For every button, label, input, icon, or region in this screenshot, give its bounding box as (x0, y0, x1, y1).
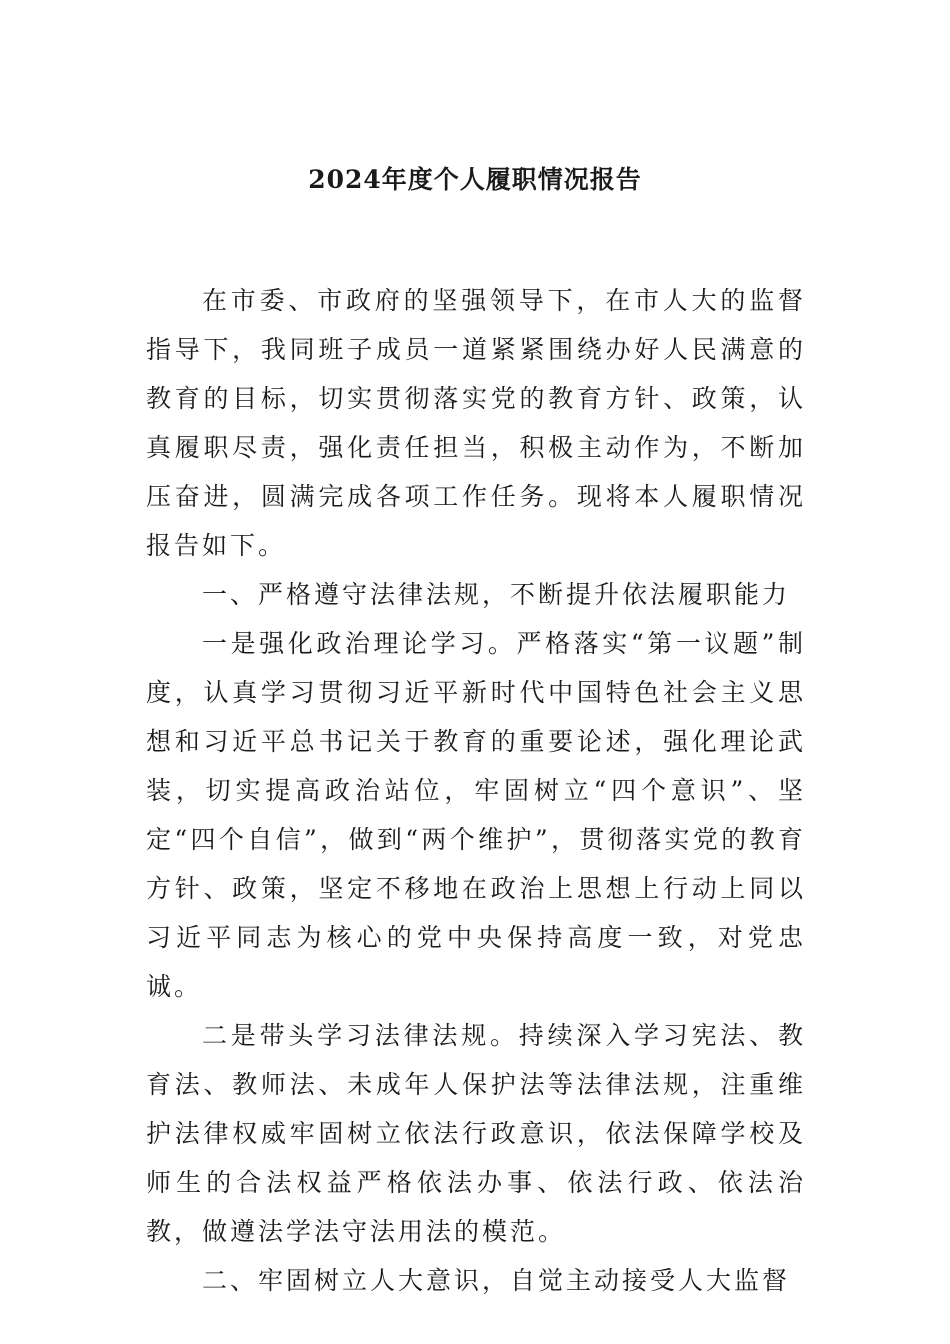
intro-paragraph: 在市委、市政府的坚强领导下，在市人大的监督指导下，我同班子成员一道紧紧围绕办好人民满意的教育的目标，切实贯彻落实党的教育方针、政策，认真履职尽责，强化责任担当，积极主动作为，不断加压奋进，圆满完成各项工作任务。现将本人履职情况报告如下。 (146, 286, 806, 560)
paragraph-law-study: 二是带头学习法律法规。持续深入学习宪法、教育法、教师法、未成年人保护法等法律法规，注重维护法律权威牢固树立依法行政意识，依法保障学校及师生的合法权益严格依法办事、依法行政、依法治教，做遵法学法守法用法的模范。 (146, 1021, 806, 1246)
paragraph-political-study: 一是强化政治理论学习。严格落实“第一议题”制度，认真学习贯彻习近平新时代中国特色社会主义思想和习近平总书记关于教育的重要论述，强化理论武装，切实提高政治站位，牢固树立“四个意识”、坚定“四个自信”，做到“两个维护”，贯彻落实党的教育方针、政策，坚定不移地在政治上思想上行动上同以习近平同志为核心的党中央保持高度一致，对党忠诚。 (146, 629, 806, 1001)
document-body (146, 276, 806, 1305)
section-heading-1: 一、严格遵守法律法规，不断提升依法履职能力 (202, 580, 791, 609)
section-heading-2: 二、牢固树立人大意识，自觉主动接受人大监督 (202, 1266, 791, 1295)
document-title: 2024年度个人履职情况报告 (308, 165, 642, 194)
